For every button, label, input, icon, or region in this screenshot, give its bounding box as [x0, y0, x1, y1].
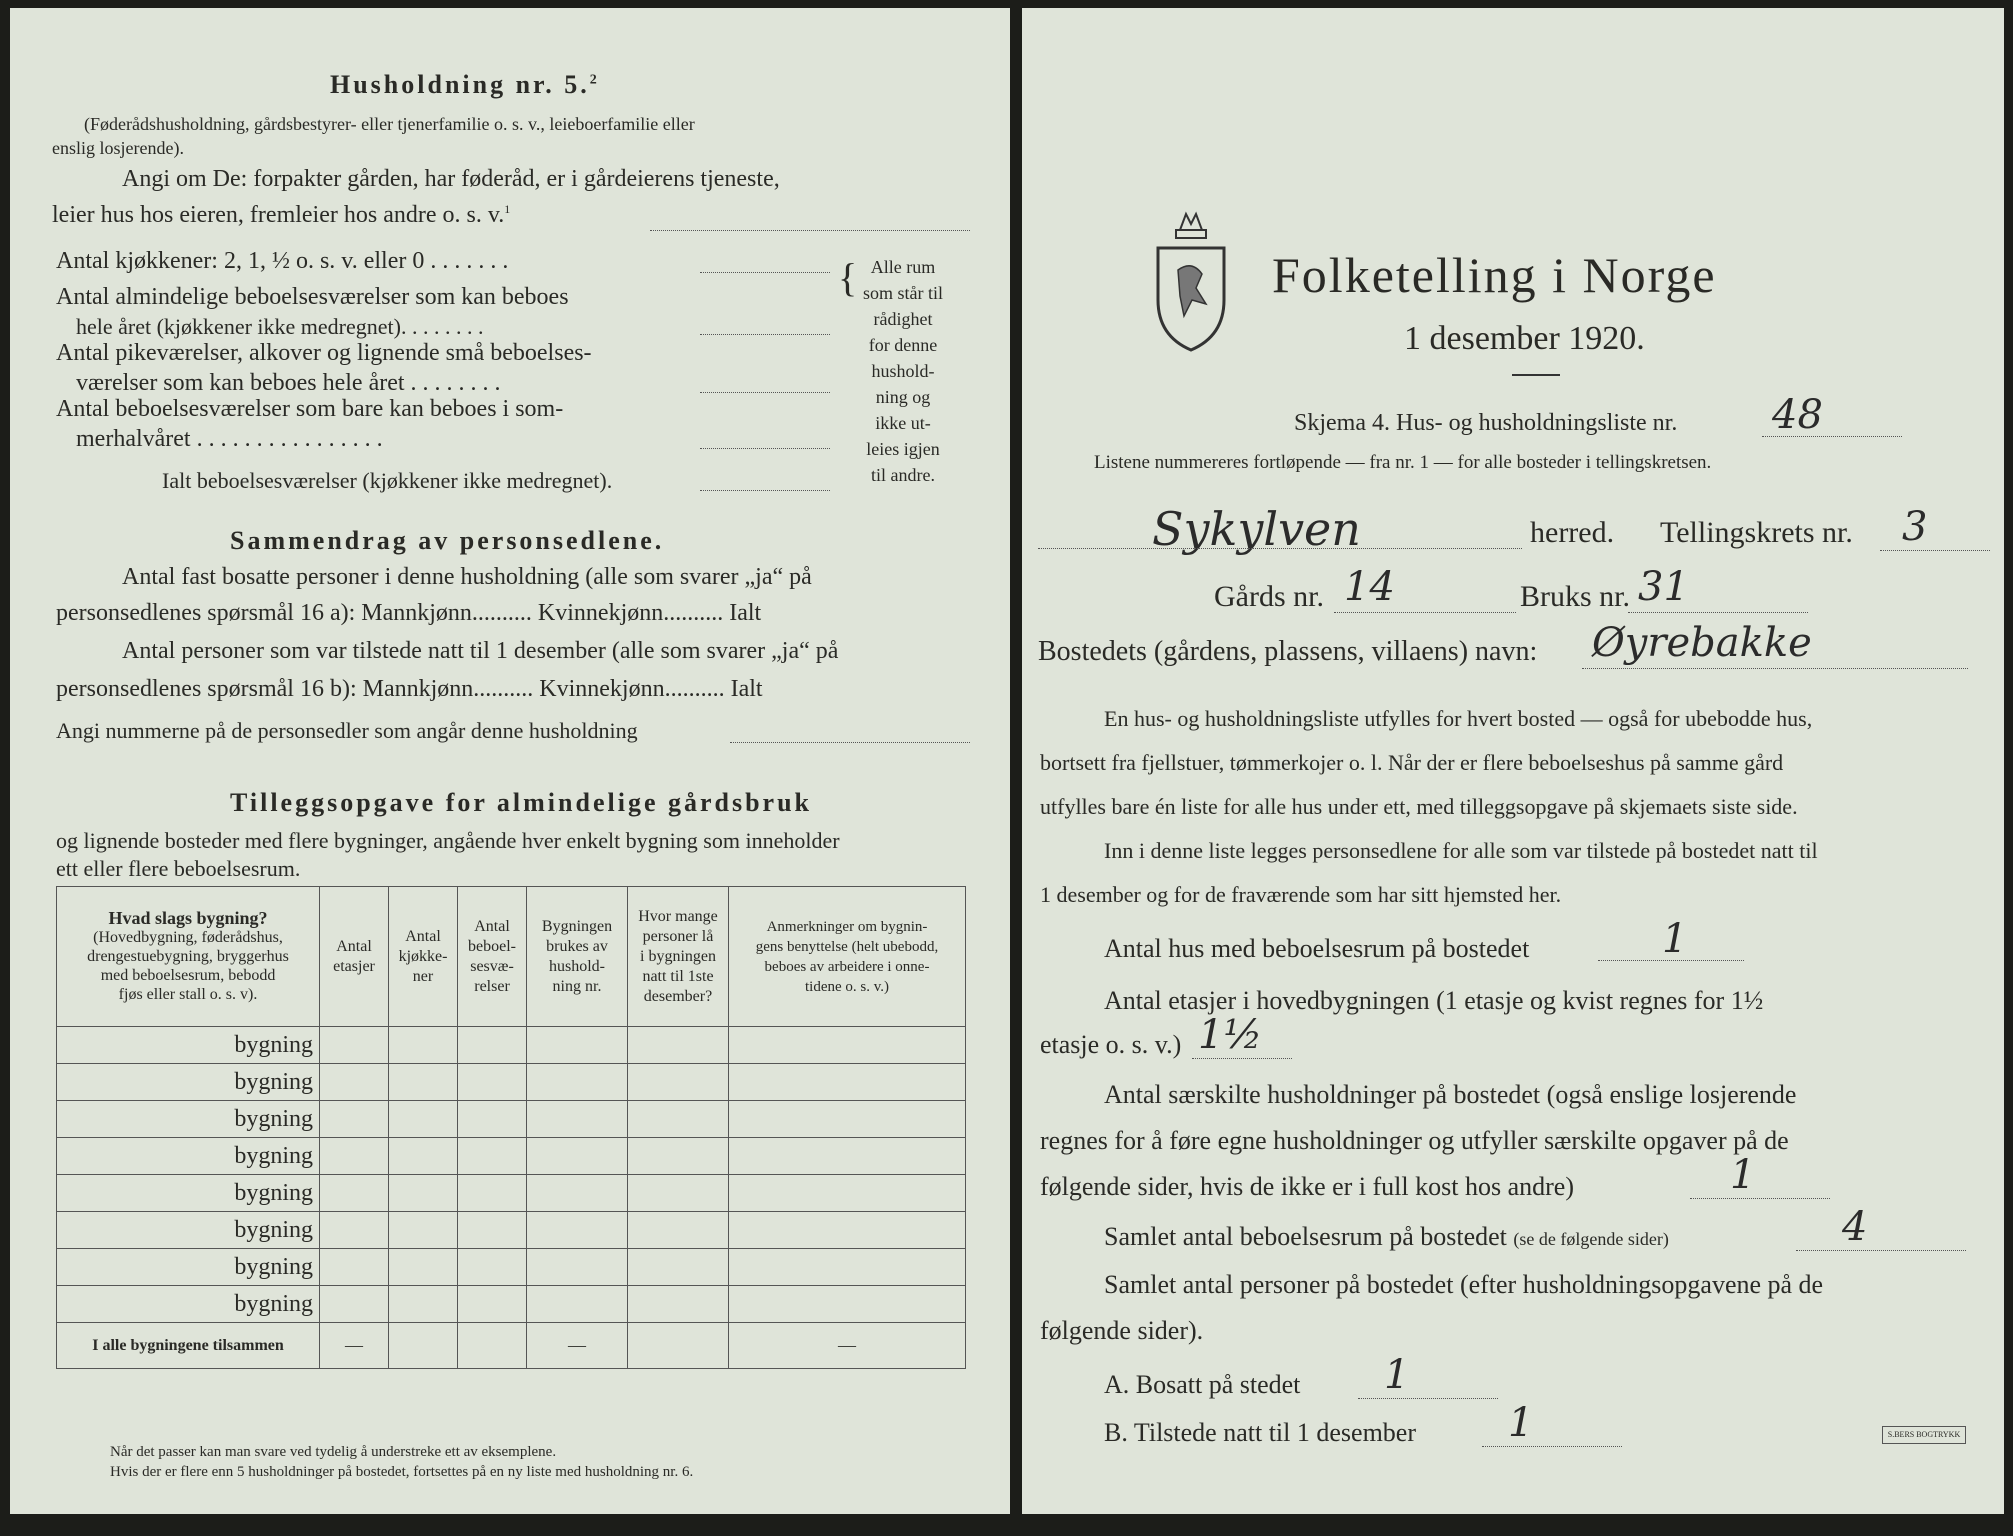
- side-note-line: hushold-: [871, 361, 935, 381]
- col-text: Antal: [405, 927, 441, 945]
- cell: [628, 1175, 729, 1212]
- supplement-line-2: ett eller flere beboelsesrum.: [56, 856, 301, 881]
- holding-number-line: [1628, 612, 1808, 613]
- row-label: bygning: [57, 1101, 320, 1138]
- summary-numbers-line: [730, 742, 970, 743]
- cell: [458, 1064, 527, 1101]
- cell: [729, 1175, 966, 1212]
- instructions-4: Inn i denne liste legges personsedlene for alle som var tilstede på bostedet natt til: [1104, 838, 1818, 863]
- cell: [628, 1323, 729, 1369]
- houses-label: Antal hus med beboelsesrum på bostedet: [1104, 934, 1530, 963]
- cell: [729, 1286, 966, 1323]
- col-text: desember?: [643, 987, 713, 1005]
- small-rooms-line: [700, 392, 830, 393]
- col-text: beboes av arbeidere i onne-: [764, 958, 930, 975]
- summary-title: Sammendrag av personsedlene.: [230, 526, 665, 555]
- col-text: sesvæ-: [470, 957, 514, 975]
- col-text: etasjer: [333, 957, 375, 975]
- side-note-line: ning og: [875, 387, 931, 407]
- cell: [458, 1323, 527, 1369]
- table-row: [57, 1286, 966, 1323]
- cell: [389, 1027, 458, 1064]
- footnote-2: Hvis der er flere enn 5 husholdninger på bostedet, fortsettes på en ny liste med husholdning nr. 6.: [110, 1464, 694, 1480]
- cell: [389, 1064, 458, 1101]
- district-value: 3: [1902, 504, 1928, 550]
- list-note: Listene nummereres fortløpende — fra nr. 1 — for alle bosteder i tellingskretsen.: [1094, 452, 1712, 473]
- col-text: brukes av: [546, 937, 608, 955]
- municipality-line: [1038, 548, 1522, 549]
- cell: [458, 1138, 527, 1175]
- cell: [527, 1064, 628, 1101]
- table-row: [57, 1027, 966, 1064]
- cell: [458, 1101, 527, 1138]
- col-text: drengestuebygning, bryggerhus: [87, 948, 289, 965]
- present-label: B. Tilstede natt til 1 desember: [1104, 1418, 1416, 1447]
- footnote-1: Når det passer kan man svare ved tydelig å understreke ett av eksemplene.: [110, 1444, 557, 1460]
- col-kitchens: [389, 887, 458, 1027]
- summer-rooms-line: [700, 448, 830, 449]
- summary-line-1: Antal fast bosatte personer i denne husholdning (alle som svarer „ja“ på: [122, 564, 812, 590]
- table-row: [57, 1101, 966, 1138]
- district-label: Tellingskrets nr.: [1660, 516, 1853, 549]
- total-dash: —: [527, 1323, 628, 1369]
- total-rooms-small: (se de følgende sider): [1513, 1229, 1669, 1249]
- cell: [729, 1138, 966, 1175]
- col-text: kjøkke-: [398, 947, 448, 965]
- cell: [458, 1286, 527, 1323]
- side-note-line: for denne: [868, 335, 938, 355]
- cell: [628, 1212, 729, 1249]
- dwelling-name-label: Bostedets (gårdens, plassens, villaens) navn:: [1038, 636, 1538, 667]
- supplement-line-1: og lignende bosteder med flere bygninger, angående hver enkelt bygning som inneholder: [56, 828, 840, 853]
- rooms-label-cont: hele året (kjøkkener ikke medregnet). . . . . . . .: [76, 314, 484, 339]
- total-dash: —: [729, 1323, 966, 1369]
- cell: [729, 1027, 966, 1064]
- holding-number-label: Bruks nr.: [1520, 580, 1631, 613]
- tenure-question: Angi om De: forpakter gården, har føderåd, er i gårdeierens tjeneste,: [122, 166, 780, 192]
- cell: [389, 1286, 458, 1323]
- floors-label: Antal etasjer i hovedbygningen (1 etasje og kvist regnes for 1½: [1104, 986, 1764, 1015]
- cell: [729, 1212, 966, 1249]
- houses-line: [1598, 960, 1744, 961]
- total-rooms-label: [1104, 1222, 1669, 1252]
- cell: [320, 1175, 389, 1212]
- list-number-line: [1762, 436, 1902, 437]
- small-rooms-label: Antal pikeværelser, alkover og lignende små beboelses-: [56, 340, 592, 366]
- cell: [729, 1064, 966, 1101]
- coat-of-arms-icon: [1150, 204, 1232, 356]
- cell: [628, 1286, 729, 1323]
- left-page: [10, 8, 1010, 1514]
- cell: [320, 1064, 389, 1101]
- col-text: Anmerkninger om bygnin-: [766, 918, 928, 935]
- table-row: [57, 1212, 966, 1249]
- table-row: [57, 1249, 966, 1286]
- district-line: [1880, 550, 1990, 551]
- row-label: bygning: [57, 1249, 320, 1286]
- cell: [527, 1138, 628, 1175]
- cell: [527, 1175, 628, 1212]
- resident-line: [1358, 1398, 1498, 1399]
- cell: [527, 1027, 628, 1064]
- cell: [389, 1323, 458, 1369]
- total-row: [57, 1323, 966, 1369]
- resident-label: A. Bosatt på stedet: [1104, 1370, 1301, 1399]
- cell: [628, 1027, 729, 1064]
- brace: {: [838, 255, 858, 300]
- farm-number-value: 14: [1344, 564, 1395, 610]
- households-label-cont: regnes for å føre egne husholdninger og utfyller særskilte opgaver på de: [1040, 1126, 1789, 1155]
- present-line: [1482, 1446, 1622, 1447]
- kitchens-label: Antal kjøkkener: 2, 1, ½ o. s. v. eller 0 . . . . . . .: [56, 248, 509, 274]
- col-remarks: [729, 887, 966, 1027]
- col-text: med beboelsesrum, bebodd: [100, 967, 276, 984]
- floors-label-cont: etasje o. s. v.): [1040, 1030, 1182, 1059]
- census-title: Folketelling i Norge: [1272, 247, 1717, 303]
- cell: [729, 1249, 966, 1286]
- tenure-question-cont: leier hus hos eieren, fremleier hos andre o. s. v.$^1$: [52, 202, 511, 228]
- side-note-line: rådighet: [873, 309, 933, 329]
- schema-label: Skjema 4. Hus- og husholdningsliste nr.: [1294, 410, 1678, 436]
- side-note-line: leies igjen: [866, 439, 940, 459]
- col-text: ner: [412, 967, 434, 985]
- table-row: [57, 1138, 966, 1175]
- cell: [320, 1027, 389, 1064]
- houses-value: 1: [1662, 916, 1688, 962]
- cell: [628, 1101, 729, 1138]
- col-building-type: [57, 887, 320, 1027]
- household-title: Husholdning nr. 5.$^2$: [330, 70, 600, 99]
- instructions-1: En hus- og husholdningsliste utfylles for hvert bosted — også for ubebodde hus,: [1104, 706, 1813, 731]
- col-text: ning nr.: [552, 977, 602, 995]
- dwelling-name-line: [1582, 668, 1968, 669]
- floors-line: [1192, 1058, 1292, 1059]
- cell: [458, 1212, 527, 1249]
- table-row: [57, 1064, 966, 1101]
- total-rooms-line: [700, 490, 830, 491]
- cell: [389, 1249, 458, 1286]
- cell: [389, 1175, 458, 1212]
- col-text: tidene o. s. v.): [804, 978, 889, 995]
- dwelling-name-value: Øyrebakke: [1592, 620, 1812, 666]
- col-rooms: [458, 887, 527, 1027]
- row-label: bygning: [57, 1286, 320, 1323]
- printer-stamp: S.BERS BOGTRYKK: [1882, 1426, 1966, 1444]
- household-intro: (Føderådshusholdning, gårdsbestyrer- eller tjenerfamilie o. s. v., leieboerfamilie eller: [84, 114, 695, 134]
- col-persons: [628, 887, 729, 1027]
- col-text: relser: [474, 977, 510, 995]
- row-label: bygning: [57, 1064, 320, 1101]
- side-note-line: til andre.: [871, 465, 935, 485]
- farm-number-label: Gårds nr.: [1214, 580, 1324, 613]
- cell: [628, 1064, 729, 1101]
- col-text: Antal: [336, 937, 372, 955]
- total-rooms-label: Ialt beboelsesværelser (kjøkkener ikke medregnet).: [162, 468, 613, 493]
- rooms-label: Antal almindelige beboelsesværelser som kan beboes: [56, 284, 569, 310]
- title-divider: [1512, 374, 1560, 376]
- summer-rooms-label: Antal beboelsesværelser som bare kan beboes i som-: [56, 396, 564, 422]
- municipality-value: Sykylven: [1152, 502, 1361, 556]
- col-text: Hvor mange: [638, 907, 718, 925]
- cell: [389, 1101, 458, 1138]
- col-text: beboel-: [468, 937, 516, 955]
- row-label: bygning: [57, 1212, 320, 1249]
- total-rooms-text: Samlet antal beboelsesrum på bostedet: [1104, 1222, 1507, 1251]
- table-row: [57, 1175, 966, 1212]
- instructions-3: utfylles bare én liste for alle hus under ett, med tilleggsopgave på skjemaets siste side.: [1040, 794, 1798, 819]
- municipality-label: herred.: [1530, 516, 1615, 549]
- buildings-table-header: [57, 887, 966, 1027]
- col-text: (Hovedbygning, føderådshus,: [93, 929, 283, 946]
- supplement-title: Tilleggsopgave for almindelige gårdsbruk: [230, 788, 813, 817]
- cell: [527, 1101, 628, 1138]
- col-text: gens benyttelse (helt ubebodd,: [755, 938, 939, 955]
- cell: [527, 1249, 628, 1286]
- rooms-line: [700, 334, 830, 335]
- row-label: bygning: [57, 1175, 320, 1212]
- farm-number-line: [1334, 612, 1516, 613]
- col-household: [527, 887, 628, 1027]
- summary-line-4: personsedlenes spørsmål 16 b): Mannkjønn.......... Kvinnekjønn.......... Ialt: [56, 676, 763, 702]
- total-label: I alle bygningene tilsammen: [57, 1323, 320, 1369]
- cell: [628, 1249, 729, 1286]
- buildings-table: [56, 886, 966, 1369]
- summary-line-5: Angi nummerne på de personsedler som angår denne husholdning: [56, 718, 638, 743]
- cell: [320, 1138, 389, 1175]
- side-note-line: ikke ut-: [875, 413, 931, 433]
- instructions-2: bortsett fra fjellstuer, tømmerkojer o. l. Når der er flere beboelseshus på samme gård: [1040, 750, 1784, 775]
- row-label: bygning: [57, 1027, 320, 1064]
- cell: [320, 1212, 389, 1249]
- households-label: Antal særskilte husholdninger på bostedet (også enslige losjerende: [1104, 1080, 1797, 1109]
- summary-line-2: personsedlenes spørsmål 16 a): Mannkjønn.......... Kvinnekjønn.......... Ialt: [56, 600, 762, 626]
- resident-value: 1: [1384, 1352, 1410, 1398]
- cell: [458, 1249, 527, 1286]
- total-persons-label: Samlet antal personer på bostedet (efter husholdningsopgavene på de: [1104, 1270, 1824, 1299]
- list-number-value: 48: [1772, 392, 1823, 438]
- cell: [320, 1101, 389, 1138]
- col-floors: [320, 887, 389, 1027]
- col-text: Hvad slags bygning?: [108, 908, 268, 928]
- col-text: hushold-: [549, 957, 605, 975]
- total-rooms-line: [1796, 1250, 1966, 1251]
- cell: [320, 1249, 389, 1286]
- col-text: Antal: [474, 917, 510, 935]
- census-date: 1 desember 1920.: [1404, 320, 1645, 357]
- cell: [628, 1138, 729, 1175]
- present-value: 1: [1508, 1400, 1534, 1446]
- cell: [389, 1212, 458, 1249]
- holding-number-value: 31: [1638, 564, 1689, 610]
- side-note-line: som står til: [863, 283, 943, 303]
- cell: [458, 1175, 527, 1212]
- floors-value: 1½: [1198, 1012, 1263, 1058]
- total-dash: —: [320, 1323, 389, 1369]
- side-note-line: Alle rum: [870, 257, 936, 277]
- small-rooms-label-cont: værelser som kan beboes hele året . . . . . . . .: [76, 370, 501, 396]
- households-label-cont2: følgende sider, hvis de ikke er i full kost hos andre): [1040, 1172, 1574, 1201]
- summer-rooms-label-cont: merhalvåret . . . . . . . . . . . . . . . .: [76, 426, 383, 452]
- col-text: personer lå: [642, 927, 714, 945]
- households-line: [1690, 1198, 1830, 1199]
- kitchens-line: [700, 272, 830, 273]
- row-label: bygning: [57, 1138, 320, 1175]
- household-intro-cont: enslig losjerende).: [52, 138, 184, 158]
- cell: [458, 1027, 527, 1064]
- cell: [729, 1101, 966, 1138]
- cell: [527, 1286, 628, 1323]
- households-value: 1: [1730, 1152, 1756, 1198]
- cell: [389, 1138, 458, 1175]
- col-text: i bygningen: [640, 947, 716, 965]
- side-note: [848, 254, 958, 488]
- total-rooms-value: 4: [1842, 1204, 1868, 1250]
- summary-line-3: Antal personer som var tilstede natt til 1 desember (alle som svarer „ja“ på: [122, 638, 839, 664]
- total-persons-label-cont: følgende sider).: [1040, 1316, 1204, 1345]
- right-page: [1022, 8, 2004, 1514]
- cell: [320, 1286, 389, 1323]
- col-text: natt til 1ste: [642, 967, 714, 985]
- col-text: fjøs eller stall o. s. v).: [118, 986, 258, 1003]
- cell: [527, 1212, 628, 1249]
- instructions-5: 1 desember og for de fraværende som har sitt hjemsted her.: [1040, 882, 1562, 907]
- col-text: Bygningen: [541, 917, 613, 935]
- tenure-answer-line: [650, 230, 970, 231]
